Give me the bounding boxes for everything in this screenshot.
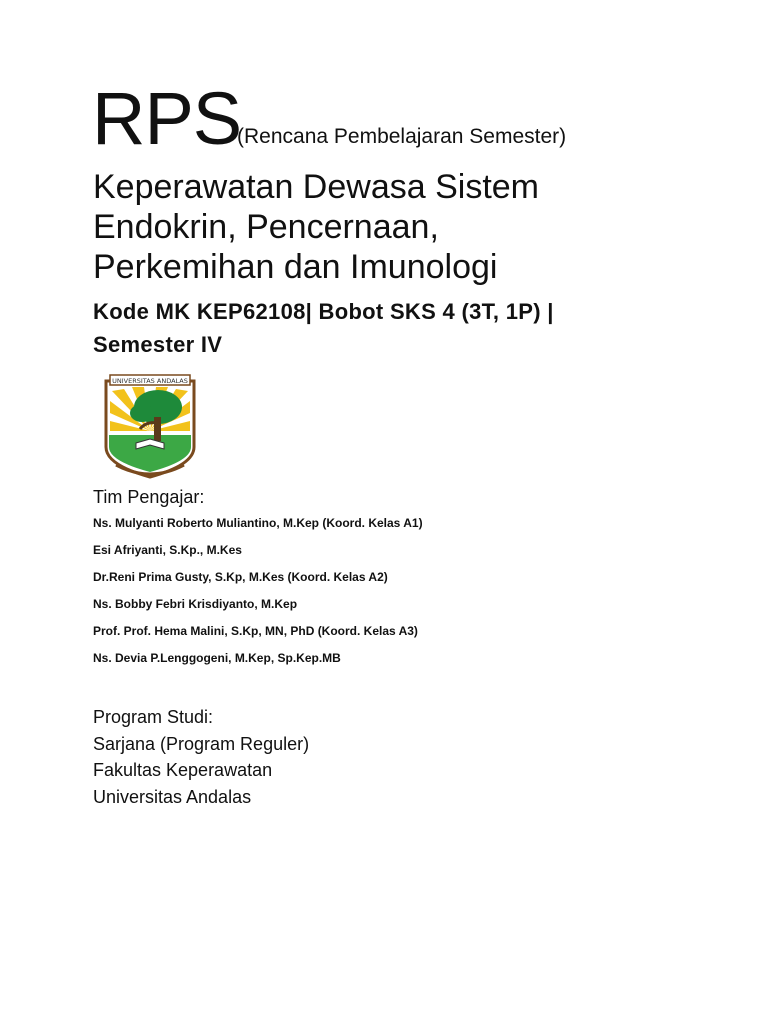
- semester-line: Semester IV: [93, 332, 223, 357]
- course-code-line: Kode MK KEP62108| Bobot SKS 4 (3T, 1P) |: [93, 299, 554, 324]
- course-title: [93, 167, 539, 287]
- university-logo: [102, 373, 198, 481]
- teacher-item: Prof. Prof. Hema Malini, S.Kp, MN, PhD (Koord. Kelas A3): [93, 624, 418, 638]
- logo-banner-text: UNIVERSITAS ANDALAS: [112, 377, 188, 385]
- course-title-line: Endokrin, Pencernaan,: [93, 208, 439, 246]
- teacher-item: Ns. Bobby Febri Krisdiyanto, M.Kep: [93, 597, 298, 611]
- teaching-team-list: [93, 516, 423, 678]
- university-line: Universitas Andalas: [93, 786, 252, 807]
- course-title-line: Keperawatan Dewasa Sistem: [93, 168, 540, 206]
- document-subtitle: (Rencana Pembelajaran Semester): [237, 125, 567, 148]
- study-program-block: [93, 704, 309, 810]
- teacher-item: Esi Afriyanti, S.Kp., M.Kes: [93, 543, 242, 557]
- teacher-item: Dr.Reni Prima Gusty, S.Kp, M.Kes (Koord. Kelas A2): [93, 570, 388, 584]
- teacher-item: Ns. Devia P.Lenggogeni, M.Kep, Sp.Kep.MB: [93, 651, 341, 665]
- faculty-line: Fakultas Keperawatan: [93, 760, 273, 780]
- study-program-heading: Program Studi:: [93, 707, 214, 727]
- teaching-team-heading: Tim Pengajar:: [93, 487, 205, 507]
- course-code-block: [93, 295, 554, 361]
- teacher-item: Ns. Mulyanti Roberto Muliantino, M.Kep (Koord. Kelas A1): [93, 516, 423, 530]
- study-program-line: Sarjana (Program Reguler): [93, 733, 310, 754]
- document-title: RPS: [92, 77, 242, 160]
- course-title-line: Perkemihan dan Imunologi: [93, 248, 498, 286]
